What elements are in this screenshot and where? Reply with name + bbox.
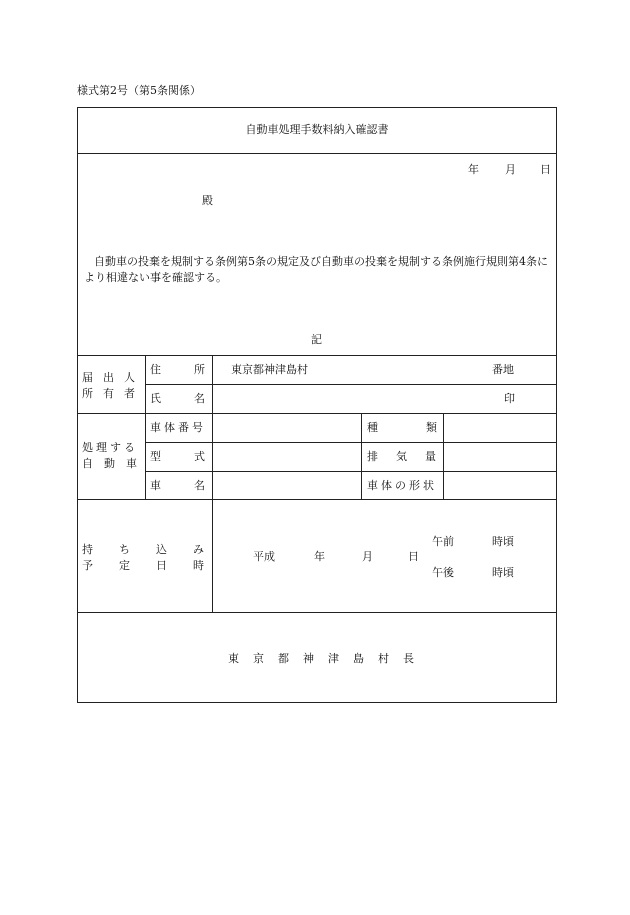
form-title: 自動車処理手数料納入確認書: [245, 123, 389, 136]
body-shape-label: 車体の形状: [367, 479, 437, 492]
vehicle-number-label: 車体番号: [150, 421, 206, 434]
address-value: 東京都神津島村: [231, 363, 308, 376]
date-month: 月: [505, 163, 516, 176]
delivery-am-time: 時頃: [492, 535, 514, 548]
vehicle-label-1: 処理する: [82, 441, 138, 454]
car-name-label: 車名: [150, 479, 238, 492]
name-label: 氏名: [150, 392, 238, 405]
delivery-month: 月: [362, 550, 373, 563]
delivery-label-2: 予定日時: [82, 559, 230, 572]
vehicle-type-label: 種類: [367, 421, 485, 434]
applicant-label-2: 所有者: [82, 387, 145, 400]
addressee-suffix: 殿: [202, 194, 213, 207]
delivery-day: 日: [408, 550, 419, 563]
delivery-label-1: 持ち込み: [82, 543, 230, 556]
ki-label: 記: [311, 333, 322, 346]
model-label: 型式: [150, 450, 238, 463]
date-day: 日: [540, 163, 551, 176]
delivery-pm: 午後: [432, 566, 454, 579]
divider-applicant: [77, 413, 557, 414]
banchi-label: 番地: [492, 363, 514, 376]
divider-delivery: [77, 612, 557, 613]
delivery-era: 平成: [253, 550, 275, 563]
delivery-pm-time: 時頃: [492, 566, 514, 579]
form-number: 様式第2号（第5条関係）: [77, 84, 201, 97]
col-mid: [361, 413, 362, 499]
divider-vehicle-1: [145, 442, 557, 443]
statement: 自動車の投棄を規制する条例第5条の規定及び自動車の投棄を規制する条例施行規則第4条により相違ない事を確認する。: [84, 255, 548, 284]
authority: 東京都神津島村長: [228, 652, 428, 665]
applicant-label-1: 届出人: [82, 371, 145, 384]
date-year: 年: [468, 163, 479, 176]
divider-title: [77, 153, 557, 154]
divider-address: [145, 384, 557, 385]
vehicle-label-2: 自動車: [82, 457, 148, 470]
divider-vehicle: [77, 499, 557, 500]
divider-vehicle-2: [145, 471, 557, 472]
displacement-label: 排気量: [367, 450, 454, 463]
delivery-am: 午前: [432, 535, 454, 548]
seal-label: 印: [504, 392, 515, 405]
form-frame: [77, 107, 557, 703]
col-group: [145, 355, 146, 499]
address-label: 住所: [150, 363, 238, 376]
divider-ki: [77, 355, 557, 356]
delivery-year: 年: [314, 550, 325, 563]
